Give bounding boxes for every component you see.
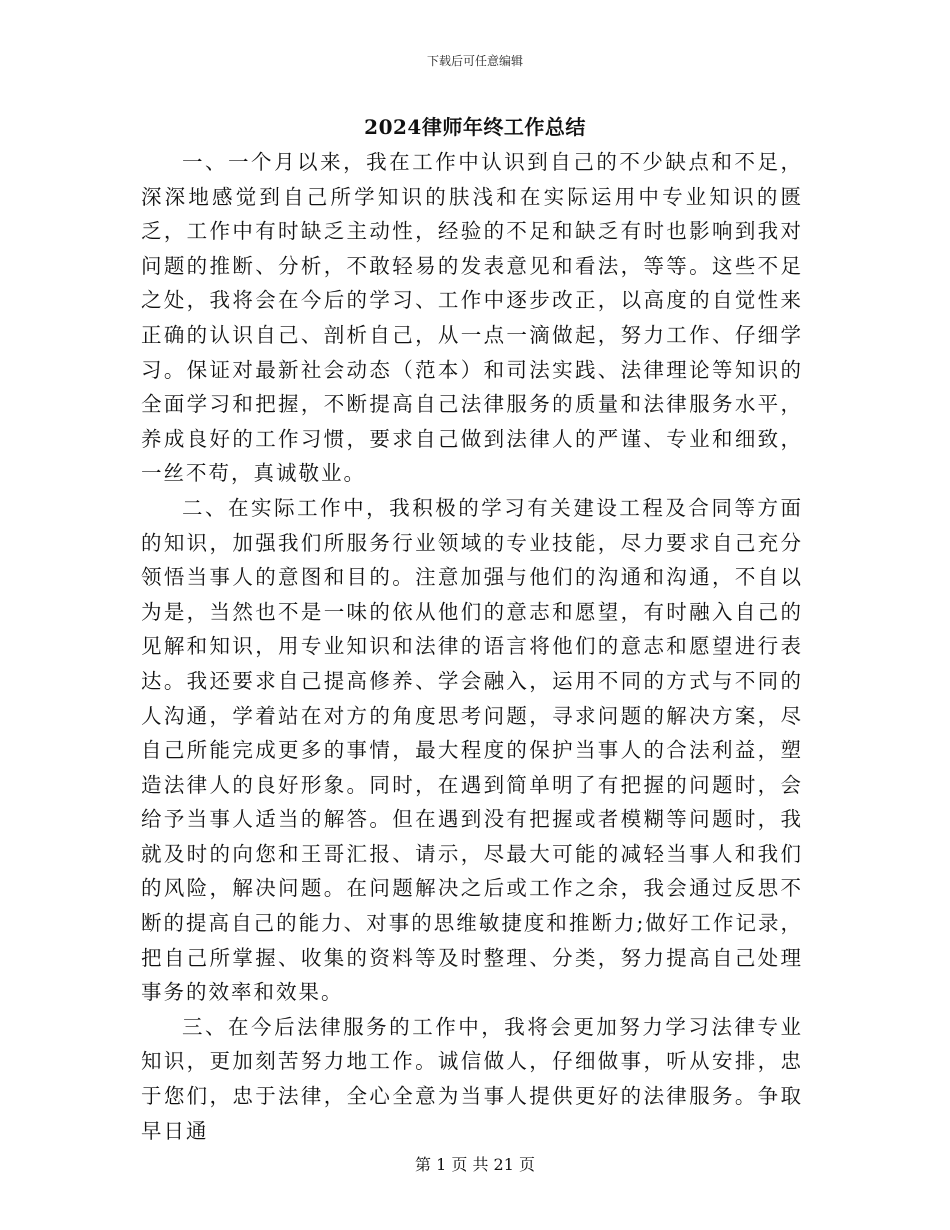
paragraph-1: 一、一个月以来，我在工作中认识到自己的不少缺点和不足，深深地感觉到自己所学知识的肤浅和在实际运用中专业知识的匮乏，工作中有时缺乏主动性，经验的不足和缺乏有时也影响到我对问题的推断、分析，不敢轻易的发表意见和看法，等等。这些不足之处，我将会在今后的学习、工作中逐步改正，以高度的自觉性来正确的认识自己、剖析自己，从一点一滴做起，努力工作、仔细学习。保证对最新社会动态（范本）和司法实践、法律理论等知识的全面学习和把握，不断提高自己法律服务的质量和法律服务水平，养成良好的工作习惯，要求自己做到法律人的严谨、专业和细致，一丝不苟，真诚敬业。 — [141, 150, 803, 486]
paragraph-3: 三、在今后法律服务的工作中，我将会更加努力学习法律专业知识，更加刻苦努力地工作。诚信做人，仔细做事，听从安排，忠于您们，忠于法律，全心全意为当事人提供更好的法律服务。争取早日通 — [141, 1014, 803, 1143]
paragraph-2: 二、在实际工作中，我积极的学习有关建设工程及合同等方面的知识，加强我们所服务行业领域的专业技能，尽力要求自己充分领悟当事人的意图和目的。注意加强与他们的沟通和沟通，不自以为是，当然也不是一味的依从他们的意志和愿望，有时融入自己的见解和知识，用专业知识和法律的语言将他们的意志和愿望进行表达。我还要求自己提高修养、学会融入，运用不同的方式与不同的人沟通，学着站在对方的角度思考问题，寻求问题的解决方案，尽自己所能完成更多的事情，最大程度的保护当事人的合法利益，塑造法律人的良好形象。同时，在遇到简单明了有把握的问题时，会给予当事人适当的解答。但在遇到没有把握或者模糊等问题时，我就及时的向您和王哥汇报、请示，尽最大可能的减轻当事人和我们的风险，解决问题。在问题解决之后或工作之余，我会通过反思不断的提高自己的能力、对事的思维敏捷度和推断力;做好工作记录，把自己所掌握、收集的资料等及时整理、分类，努力提高自己处理事务的效率和效果。 — [141, 495, 803, 1005]
header-note: 下载后可任意编辑 — [426, 54, 523, 68]
document-title: 2024律师年终工作总结 — [364, 115, 586, 139]
page-number: 第 1 页 共 21 页 — [415, 1155, 535, 1174]
document-body — [141, 145, 803, 1148]
